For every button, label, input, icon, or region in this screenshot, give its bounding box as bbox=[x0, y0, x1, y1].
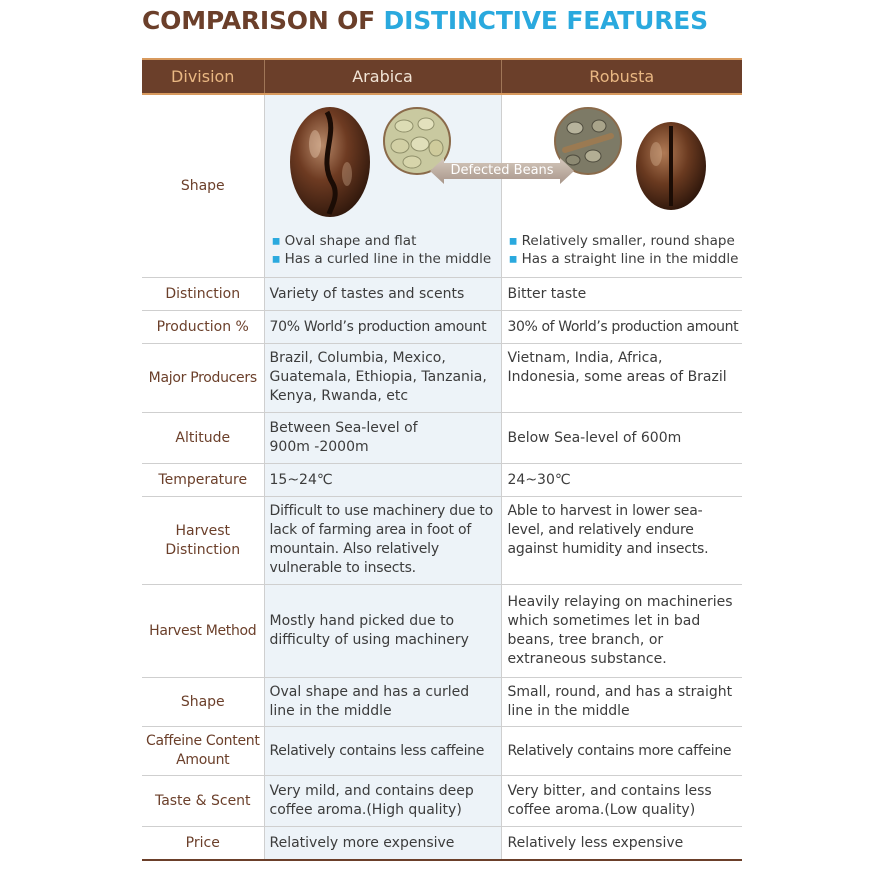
header-robusta: Robusta bbox=[501, 59, 742, 94]
arabica-bean-image bbox=[287, 104, 373, 220]
table-row bbox=[142, 827, 742, 861]
arabica-cell: 70% World’s production amount bbox=[264, 311, 501, 344]
bullet-text: Relatively smaller, round shape bbox=[521, 233, 735, 249]
list-item: ▪ Oval shape and flat bbox=[271, 233, 417, 249]
title-part-1: COMPARISON OF bbox=[142, 6, 376, 35]
list-item: ▪ Relatively smaller, round shape bbox=[508, 233, 735, 249]
table-row bbox=[142, 464, 742, 497]
page-title bbox=[142, 6, 708, 35]
robusta-cell: Small, round, and has a straight line in the middle bbox=[501, 678, 742, 727]
table-row bbox=[142, 344, 742, 413]
header-division: Division bbox=[142, 59, 264, 94]
table-row bbox=[142, 678, 742, 727]
bullet-text: Oval shape and flat bbox=[284, 233, 417, 249]
robusta-cell: 24~30℃ bbox=[501, 464, 742, 497]
robusta-cell: Relatively contains more caffeine bbox=[501, 727, 742, 776]
robusta-cell: Heavily relaying on machineries which sometimes let in bad beans, tree branch, or extraneous substance. bbox=[501, 585, 742, 678]
table-row bbox=[142, 585, 742, 678]
arabica-cell: Relatively contains less caffeine bbox=[264, 727, 501, 776]
bullet-text: Has a straight line in the middle bbox=[521, 251, 739, 267]
table-row bbox=[142, 776, 742, 827]
table-row bbox=[142, 278, 742, 311]
robusta-cell: 30% of World’s production amount bbox=[501, 311, 742, 344]
row-label: Price bbox=[142, 827, 264, 861]
robusta-cell: Vietnam, India, Africa, Indonesia, some areas of Brazil bbox=[501, 344, 742, 413]
table-row bbox=[142, 413, 742, 464]
row-label: Harvest Method bbox=[142, 585, 264, 678]
header-arabica: Arabica bbox=[264, 59, 501, 94]
table-row bbox=[142, 497, 742, 585]
defected-beans-label: Defected Beans bbox=[450, 163, 554, 178]
row-label: Harvest Distinction bbox=[142, 497, 264, 585]
row-label: Shape bbox=[142, 678, 264, 727]
robusta-cell: Very bitter, and contains less coffee aroma.(Low quality) bbox=[501, 776, 742, 827]
robusta-bean-image bbox=[634, 120, 708, 212]
row-label: Taste & Scent bbox=[142, 776, 264, 827]
arabica-cell: Variety of tastes and scents bbox=[264, 278, 501, 311]
robusta-cell: Relatively less expensive bbox=[501, 827, 742, 861]
arabica-cell: Between Sea-level of 900m -2000m bbox=[264, 413, 501, 464]
row-label: Caffeine Content Amount bbox=[142, 727, 264, 776]
arabica-cell: 15~24℃ bbox=[264, 464, 501, 497]
row-label: Major Producers bbox=[142, 344, 264, 413]
arabica-cell: Very mild, and contains deep coffee aroma.(High quality) bbox=[264, 776, 501, 827]
arabica-bullets bbox=[272, 232, 492, 268]
robusta-cell: Able to harvest in lower sea-level, and relatively endure against humidity and insects. bbox=[501, 497, 742, 585]
row-label: Altitude bbox=[142, 413, 264, 464]
row-label: Production % bbox=[142, 311, 264, 344]
row-label: Shape bbox=[142, 94, 264, 278]
table-row bbox=[142, 727, 742, 776]
row-label: Distinction bbox=[142, 278, 264, 311]
header-row bbox=[142, 59, 742, 94]
list-item: ▪ Has a curled line in the middle bbox=[271, 251, 492, 267]
arabica-cell: Mostly hand picked due to difficulty of using machinery bbox=[264, 585, 501, 678]
robusta-cell: Below Sea-level of 600m bbox=[501, 413, 742, 464]
robusta-bullets bbox=[509, 232, 739, 268]
arabica-cell: Difficult to use machinery due to lack of farming area in foot of mountain. Also relatively vulnerable to insects. bbox=[264, 497, 501, 585]
row-label: Temperature bbox=[142, 464, 264, 497]
arabica-cell: Brazil, Columbia, Mexico, Guatemala, Ethiopia, Tanzania, Kenya, Rwanda, etc bbox=[264, 344, 501, 413]
robusta-cell: Bitter taste bbox=[501, 278, 742, 311]
arabica-cell: Oval shape and has a curled line in the middle bbox=[264, 678, 501, 727]
title-part-2: DISTINCTIVE FEATURES bbox=[383, 6, 708, 35]
arabica-cell: Relatively more expensive bbox=[264, 827, 501, 861]
table-row bbox=[142, 311, 742, 344]
bullet-text: Has a curled line in the middle bbox=[284, 251, 492, 267]
list-item: ▪ Has a straight line in the middle bbox=[508, 251, 739, 267]
